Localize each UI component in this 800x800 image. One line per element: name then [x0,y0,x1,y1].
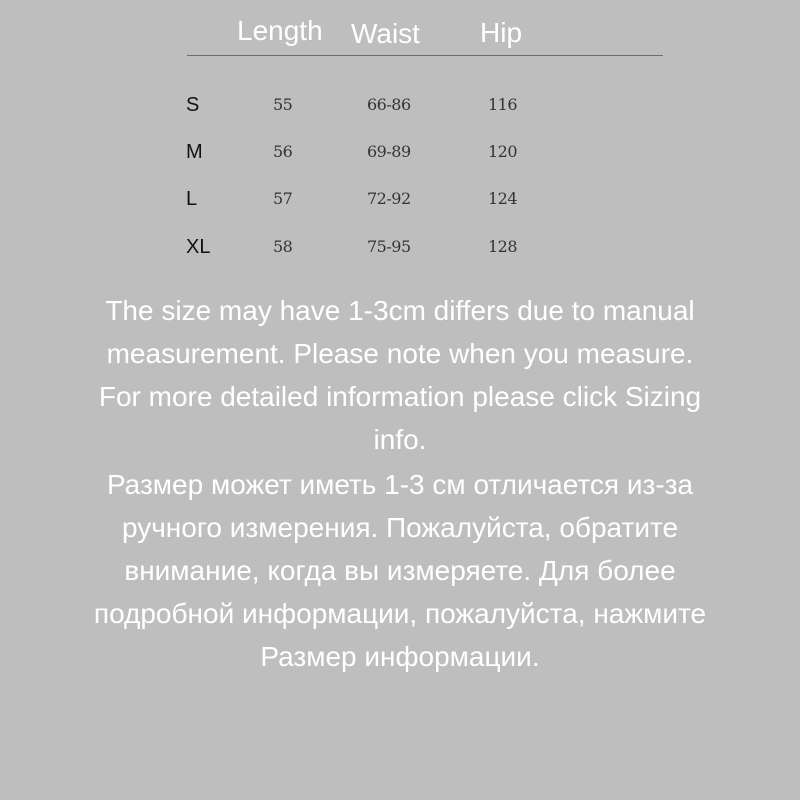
column-header-waist: Waist [351,18,420,49]
hip-value: 128 [488,237,518,256]
waist-value: 75-95 [367,237,411,256]
table-row [0,182,800,216]
size-label: XL [186,236,211,258]
note-line: info. [373,424,427,455]
note-line: внимание, когда вы измеряете. Для более [124,555,676,586]
size-label: M [186,141,203,163]
waist-value: 69-89 [367,142,411,161]
waist-value: 66-86 [367,95,411,114]
note-line: Размер может иметь 1-3 см отличается из-за [106,469,694,500]
size-label: L [186,188,198,210]
column-header-length: Length [237,15,323,46]
length-value: 58 [273,237,293,256]
length-value: 56 [273,142,293,161]
length-value: 55 [273,95,293,114]
hip-value: 120 [488,142,518,161]
length-value: 57 [273,189,293,208]
table-row [0,230,800,264]
column-header-hip: Hip [480,17,523,48]
note-line: The size may have 1-3cm differs due to manual [105,295,695,326]
size-label: S [186,94,200,116]
size-chart-table [0,0,800,280]
hip-value: 116 [488,95,518,114]
header-divider [187,55,663,56]
measurement-note-english [30,289,770,461]
note-line: подробной информации, пожалуйста, нажмите [93,598,707,629]
table-row [0,135,800,169]
note-line: Размер информации. [260,641,540,672]
measurement-note-russian [30,463,770,678]
note-line: measurement. Please note when you measure. [106,338,694,369]
hip-value: 124 [488,189,518,208]
note-line: For more detailed information please click Sizing [98,381,702,412]
note-line: ручного измерения. Пожалуйста, обратите [121,512,679,543]
waist-value: 72-92 [367,189,411,208]
table-row [0,88,800,122]
